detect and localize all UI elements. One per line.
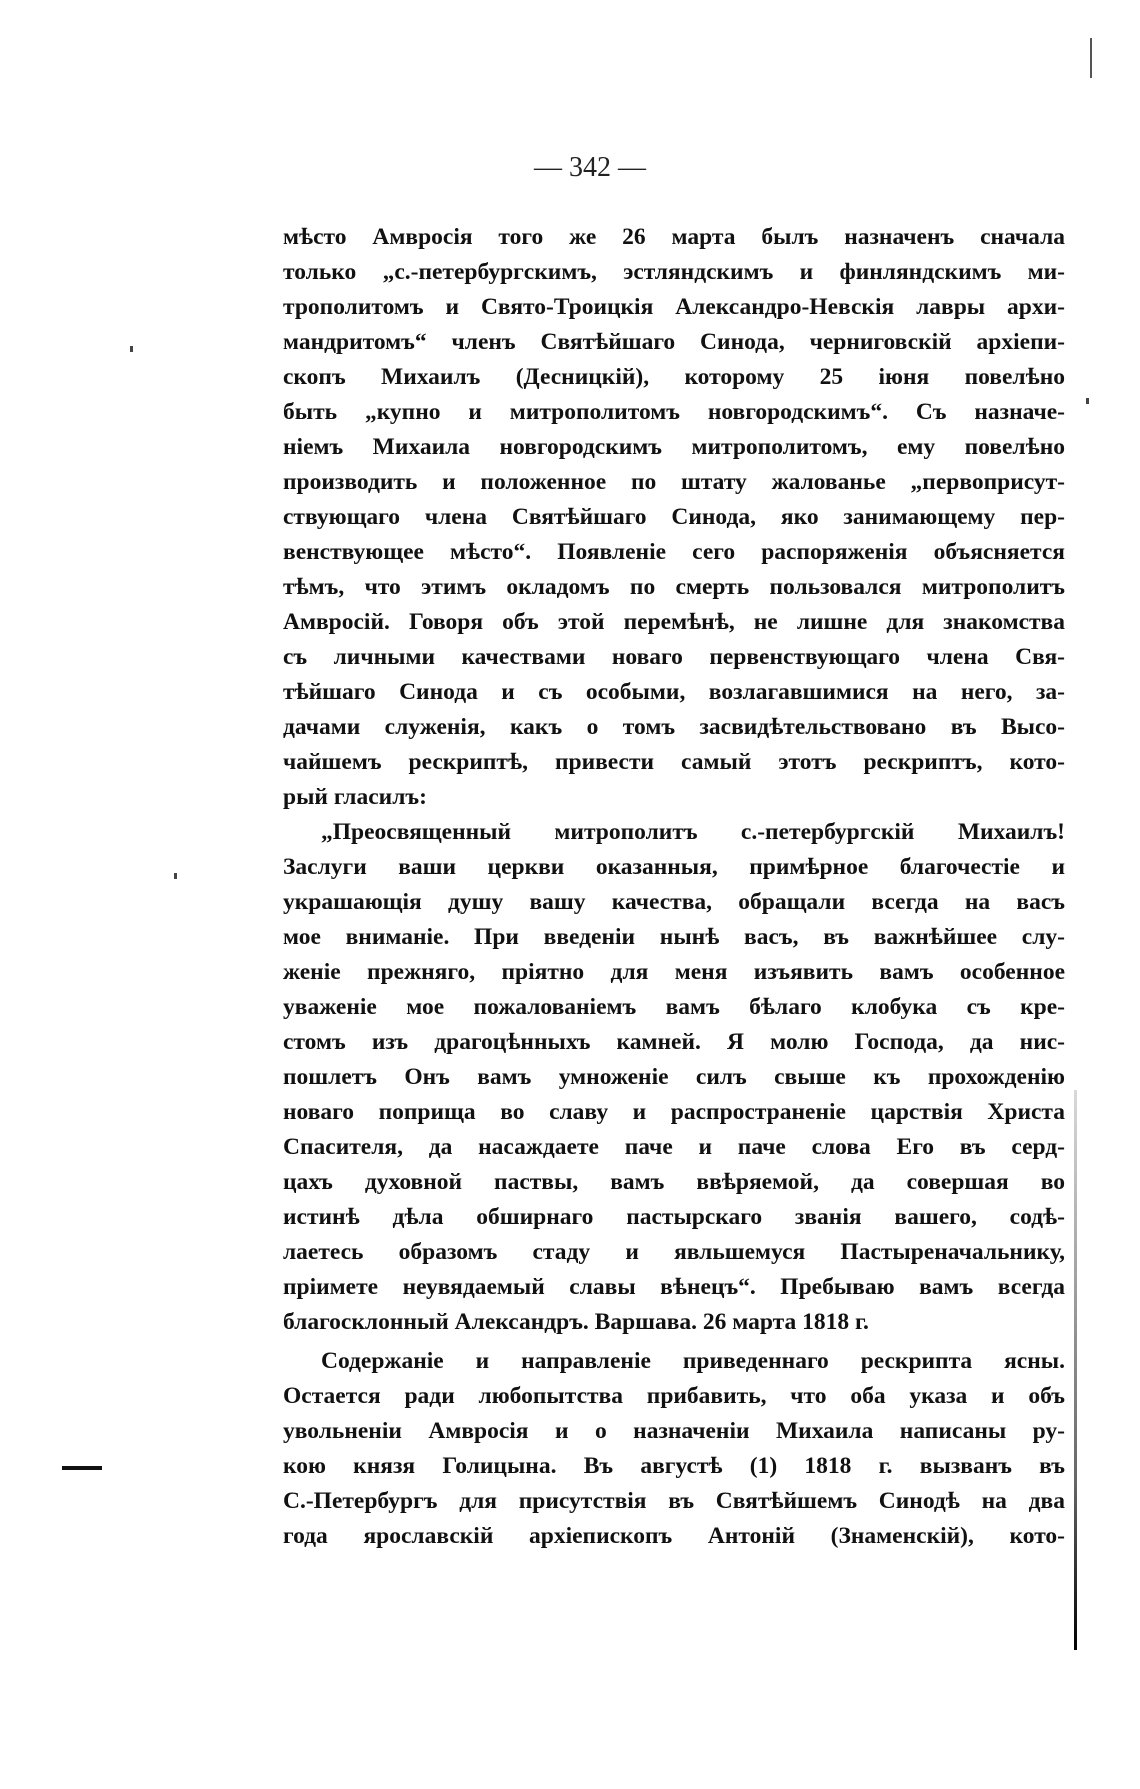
text-line: пріимете неувядаемый славы вѣнецъ“. Пребываю вамъ всегда [283,1274,1065,1300]
text-line: Спасителя, да насаждаете паче и паче слова Его въ серд- [283,1134,1065,1160]
text-line: мандритомъ“ членъ Святѣйшаго Синода, черниговскій архіепи- [283,329,1065,355]
text-line: съ личными качествами новаго первенствующаго члена Свя- [283,644,1065,670]
text-line: мое вниманіе. При введеніи нынѣ васъ, въ важнѣйшее слу- [283,924,1065,950]
text-line: украшающія душу вашу качества, обращали всегда на васъ [283,889,1065,915]
page-number: — 342 — [534,152,646,183]
text-line: Амвросій. Говоря объ этой перемѣнѣ, не лишне для знакомства [283,609,1065,635]
text-line: ствующаго члена Святѣйшаго Синода, яко занимающему пер- [283,504,1065,530]
text-line: тѣйшаго Синода и съ особыми, возлагавшимися на него, за- [283,679,1065,705]
text-line: стомъ изъ драгоцѣнныхъ камней. Я молю Господа, да нис- [283,1029,1065,1055]
text-line: производить и положенное по штату жалованье „первоприсут- [283,469,1065,495]
text-line: С.-Петербургъ для присутствія въ Святѣйшемъ Синодѣ на два [283,1488,1065,1514]
scan-speck [1086,398,1089,404]
text-line: Содержаніе и направленіе приведеннаго рескрипта ясны. [321,1348,1065,1374]
text-line: увольненіи Амвросія и о назначеніи Михаила написаны ру- [283,1418,1065,1444]
text-line: чайшемъ рескриптѣ, привести самый этотъ рескриптъ, кото- [283,749,1065,775]
text-line: Остается ради любопытства прибавить, что оба указа и объ [283,1383,1065,1409]
text-line: мѣсто Амвросія того же 26 марта былъ назначенъ сначала [283,224,1065,250]
text-line: года ярославскій архіепископъ Антоній (Знаменскій), кото- [283,1523,1065,1549]
text-line: быть „купно и митрополитомъ новгородскимъ“. Съ назначе- [283,399,1065,425]
text-line: женіе прежняго, пріятно для меня изъявить вамъ особенное [283,959,1065,985]
text-line: скопъ Михаилъ (Десницкій), которому 25 іюня повелѣно [283,364,1065,390]
text-line: уваженіе мое пожалованіемъ вамъ бѣлаго клобука съ кре- [283,994,1065,1020]
text-line: Заслуги ваши церкви оказанныя, примѣрное благочестіе и [283,854,1065,880]
text-line: благосклонный Александръ. Варшава. 26 марта 1818 г. [283,1309,869,1335]
text-line: кою князя Голицына. Въ августѣ (1) 1818 г. вызванъ въ [283,1453,1065,1479]
scan-margin-mark [62,1466,102,1470]
text-line: „Преосвященный митрополитъ с.-петербургскій Михаилъ! [321,819,1065,845]
scan-edge-mark [1090,38,1092,78]
text-line: лаетесь образомъ стаду и явльшемуся Пастыреначальнику, [283,1239,1065,1265]
text-line: цахъ духовной паствы, вамъ ввѣряемой, да совершая во [283,1169,1065,1195]
scan-speck [174,873,177,879]
scan-edge-shadow [1074,1090,1077,1650]
text-line: венствующее мѣсто“. Появленіе сего распоряженія объясняется [283,539,1065,565]
text-line: рый гласилъ: [283,784,427,810]
text-line: тѣмъ, что этимъ окладомъ по смерть пользовался митрополитъ [283,574,1065,600]
scan-speck [130,346,133,352]
text-line: истинѣ дѣла обширнаго пастырскаго званія вашего, содѣ- [283,1204,1065,1230]
text-line: дачами служенія, какъ о томъ засвидѣтельствовано въ Высо- [283,714,1065,740]
text-line: трополитомъ и Свято-Троицкія Александро-Невскія лавры архи- [283,294,1065,320]
text-line: новаго поприща во славу и распространеніе царствія Христа [283,1099,1065,1125]
text-line: ніемъ Михаила новгородскимъ митрополитомъ, ему повелѣно [283,434,1065,460]
text-line: только „с.-петербургскимъ, эстляндскимъ и финляндскимъ ми- [283,259,1065,285]
text-line: пошлетъ Онъ вамъ умноженіе силъ свыше къ прохожденію [283,1064,1065,1090]
